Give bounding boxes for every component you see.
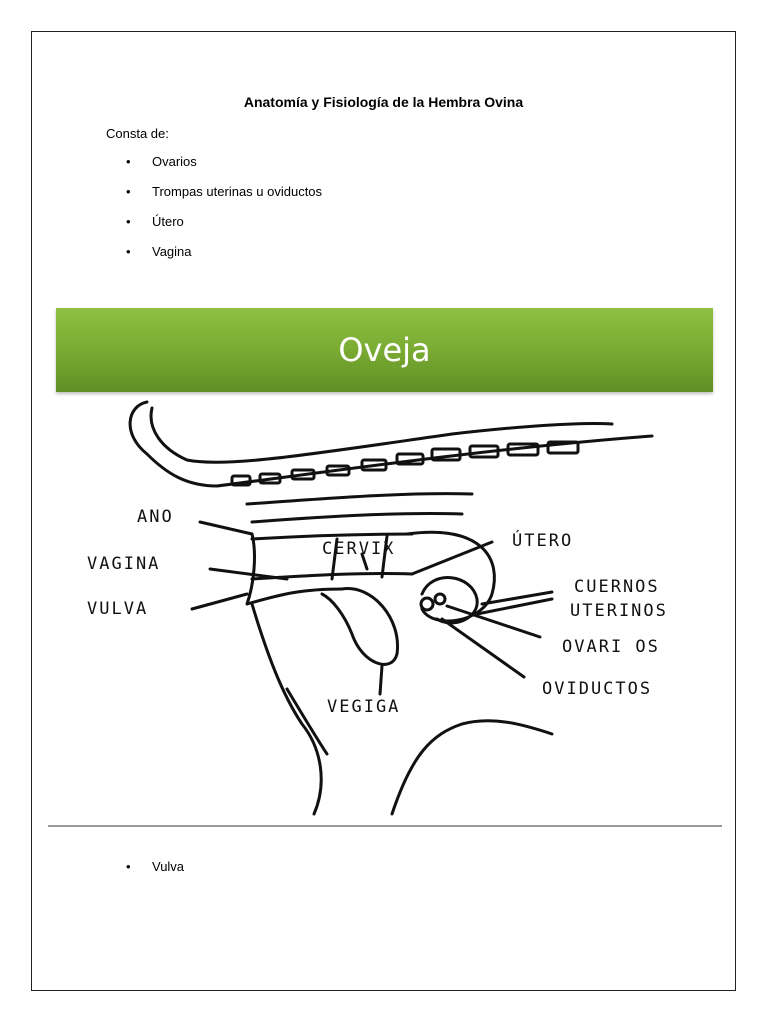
label-ano: ANO	[137, 507, 174, 527]
rectum-outline-lower	[252, 513, 462, 522]
label-uterinos: UTERINOS	[570, 601, 668, 621]
list-item	[126, 184, 322, 214]
bottom-list	[126, 859, 184, 874]
document-title: Anatomía y Fisiología de la Hembra Ovina	[243, 94, 524, 110]
label-oviductos: OVIDUCTOS	[542, 679, 653, 699]
anatomy-diagram	[52, 394, 718, 820]
list-item	[126, 859, 184, 874]
list-item-text: Vulva	[152, 859, 185, 874]
leader-line	[192, 594, 247, 609]
list-item-text: Ovarios	[152, 154, 197, 169]
spine-outline-lower	[151, 408, 612, 462]
label-vagina: VAGINA	[87, 554, 161, 574]
banner-title: Oveja	[338, 331, 431, 369]
leader-line	[380, 666, 382, 694]
intro-text: Consta de:	[106, 126, 169, 141]
leader-line	[200, 522, 252, 534]
label-ovarios: OVARI OS	[562, 637, 660, 657]
list-item-text: Útero	[152, 214, 184, 229]
list-item-text: Trompas uterinas u oviductos	[152, 184, 323, 199]
label-vulva: VULVA	[87, 599, 149, 619]
bullet-icon: •	[126, 154, 131, 169]
label-vegiga: VEGIGA	[327, 697, 401, 717]
bladder-outline	[322, 589, 398, 665]
bullet-icon: •	[126, 184, 131, 199]
slide-banner	[56, 308, 713, 392]
bullet-icon: •	[126, 859, 131, 874]
anatomy-drawing	[52, 394, 718, 820]
leg-inner	[287, 689, 327, 754]
leader-line	[210, 569, 287, 579]
belly-outline	[392, 721, 552, 814]
organ-list	[126, 154, 322, 274]
list-item	[126, 214, 322, 244]
rectum-outline	[247, 494, 472, 504]
list-item	[126, 154, 322, 184]
document-page	[31, 31, 736, 991]
leader-line	[412, 542, 492, 574]
label-cuernos: CUERNOS	[574, 577, 660, 597]
bullet-icon: •	[126, 244, 131, 259]
label-cervix: CERVIX	[322, 539, 396, 559]
divider	[48, 825, 722, 827]
list-item	[126, 244, 322, 274]
list-item-text: Vagina	[152, 244, 192, 259]
bullet-icon: •	[126, 214, 131, 229]
label-utero: ÚTERO	[512, 531, 574, 551]
leg-outline	[252, 604, 321, 814]
